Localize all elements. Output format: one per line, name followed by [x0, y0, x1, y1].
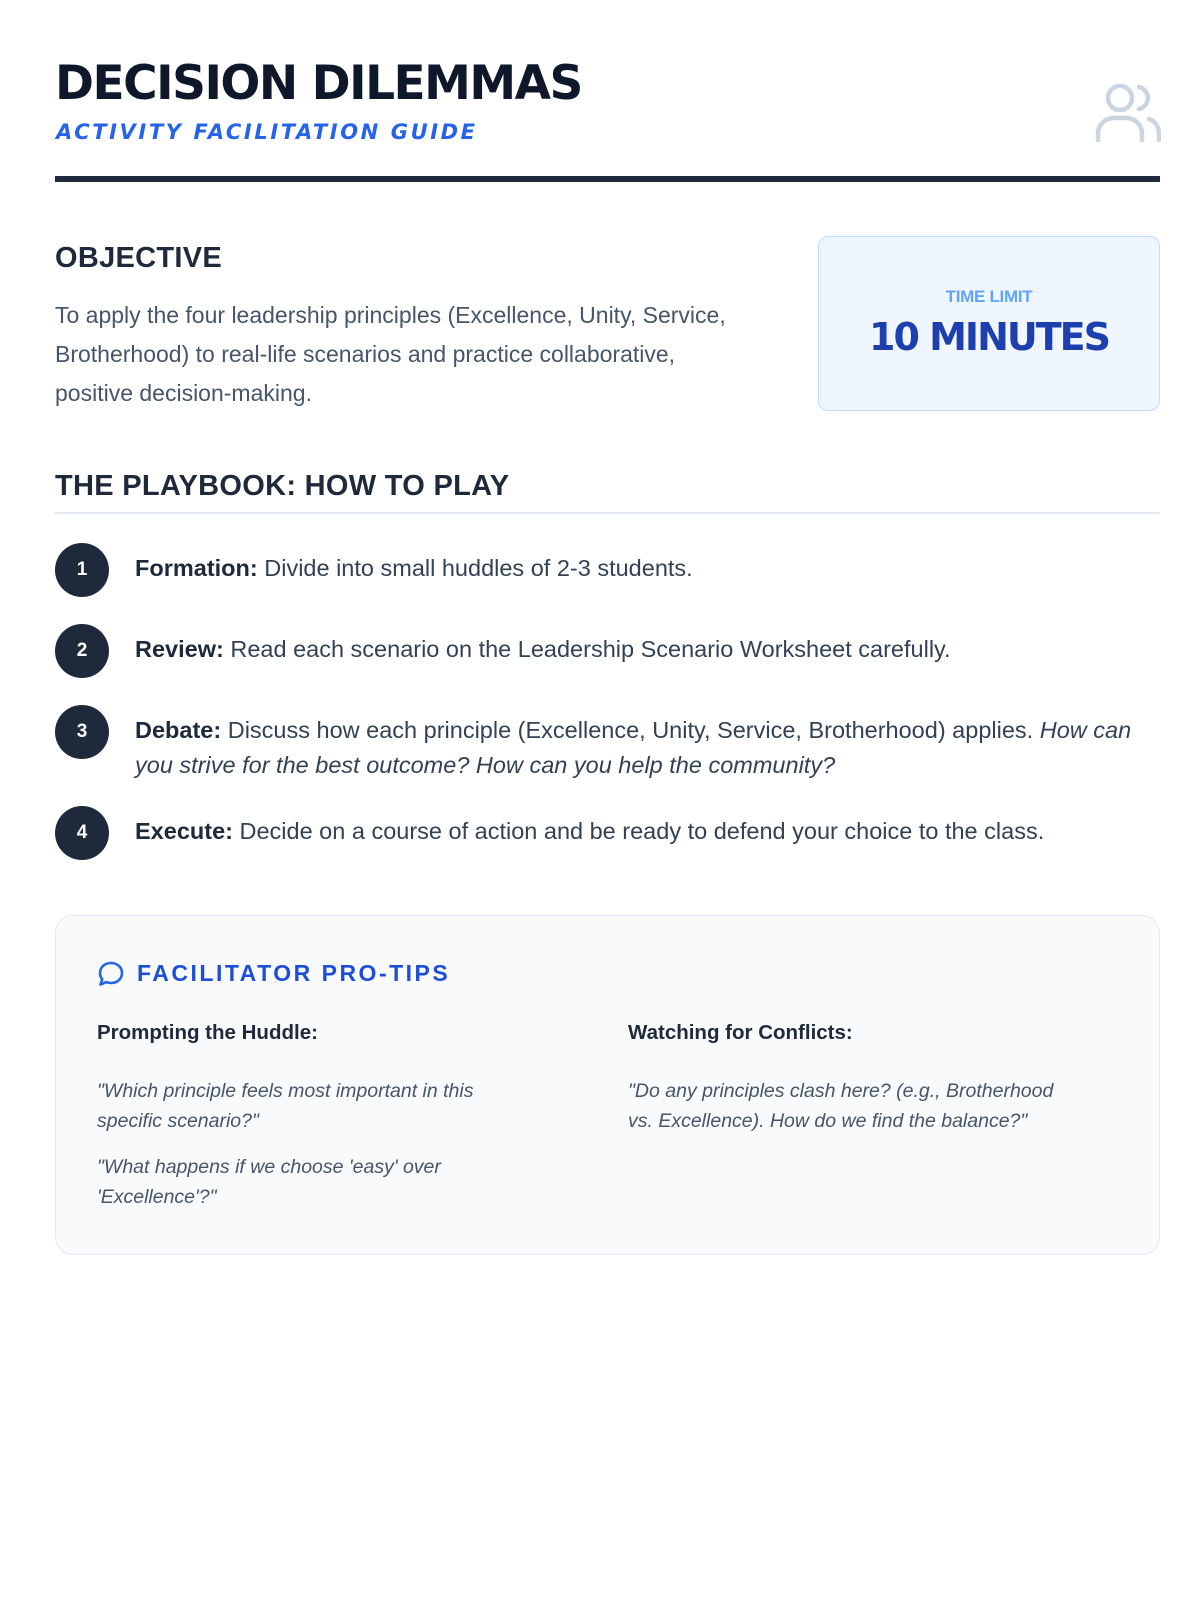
step-description: Decide on a course of action and be ready to defend your choice to the class. [232, 818, 1045, 844]
step-text [135, 814, 1160, 849]
objective-heading: OBJECTIVE [55, 242, 223, 274]
step-text [135, 632, 1160, 667]
page-title: DECISION DILEMMAS [55, 56, 582, 111]
playbook-heading: THE PLAYBOOK: HOW TO PLAY [55, 470, 510, 502]
step-text [135, 713, 1160, 783]
tip-quote: "Do any principles clash here? (e.g., Brotherhood vs. Excellence). How do we find the balance?" [628, 1080, 1054, 1132]
facilitator-tips-card [55, 915, 1160, 1255]
step-text [135, 551, 1160, 586]
step-label: Execute: [135, 818, 233, 844]
objective-text: To apply the four leadership principles (Excellence, Unity, Service, Brotherhood) to real-life scenarios and practice collaborative, positive decision-making. [55, 302, 726, 406]
time-limit-value: 10 MINUTES [869, 315, 1109, 359]
tips-title: FACILITATOR PRO-TIPS [137, 960, 451, 986]
step-number-badge: 1 [55, 543, 109, 597]
tips-column-title: Prompting the Huddle: [97, 1021, 318, 1044]
tip-quote: "Which principle feels most important in this specific scenario?" [97, 1080, 474, 1132]
time-limit-label: TIME LIMIT [945, 287, 1033, 306]
step-prompt: How can you strive for the best outcome? How can you help the community? [135, 717, 1132, 778]
step-label: Formation: [135, 555, 258, 581]
step-description: Divide into small huddles of 2-3 students. [257, 555, 693, 581]
step-number-badge: 2 [55, 624, 109, 678]
tips-column-prompting [97, 1020, 537, 1212]
time-limit-card [818, 236, 1160, 411]
step-description: Discuss how each principle (Excellence, Unity, Service, Brotherhood) applies. [221, 717, 1040, 743]
chat-bubble-icon [97, 960, 125, 988]
header-divider [55, 176, 1160, 182]
step-number-badge: 4 [55, 806, 109, 860]
users-icon [1095, 82, 1161, 144]
step-label: Review: [135, 636, 224, 662]
step-number-badge: 3 [55, 705, 109, 759]
tip-quote: "What happens if we choose 'easy' over 'Excellence'?" [97, 1156, 441, 1208]
step-description: Read each scenario on the Leadership Scenario Worksheet carefully. [223, 636, 951, 662]
tips-column-conflicts [628, 1020, 1068, 1136]
header [55, 56, 1160, 184]
page-subtitle: ACTIVITY FACILITATION GUIDE [56, 120, 478, 144]
playbook-divider [55, 512, 1160, 514]
tips-column-title: Watching for Conflicts: [628, 1021, 853, 1044]
step-label: Debate: [135, 717, 222, 743]
